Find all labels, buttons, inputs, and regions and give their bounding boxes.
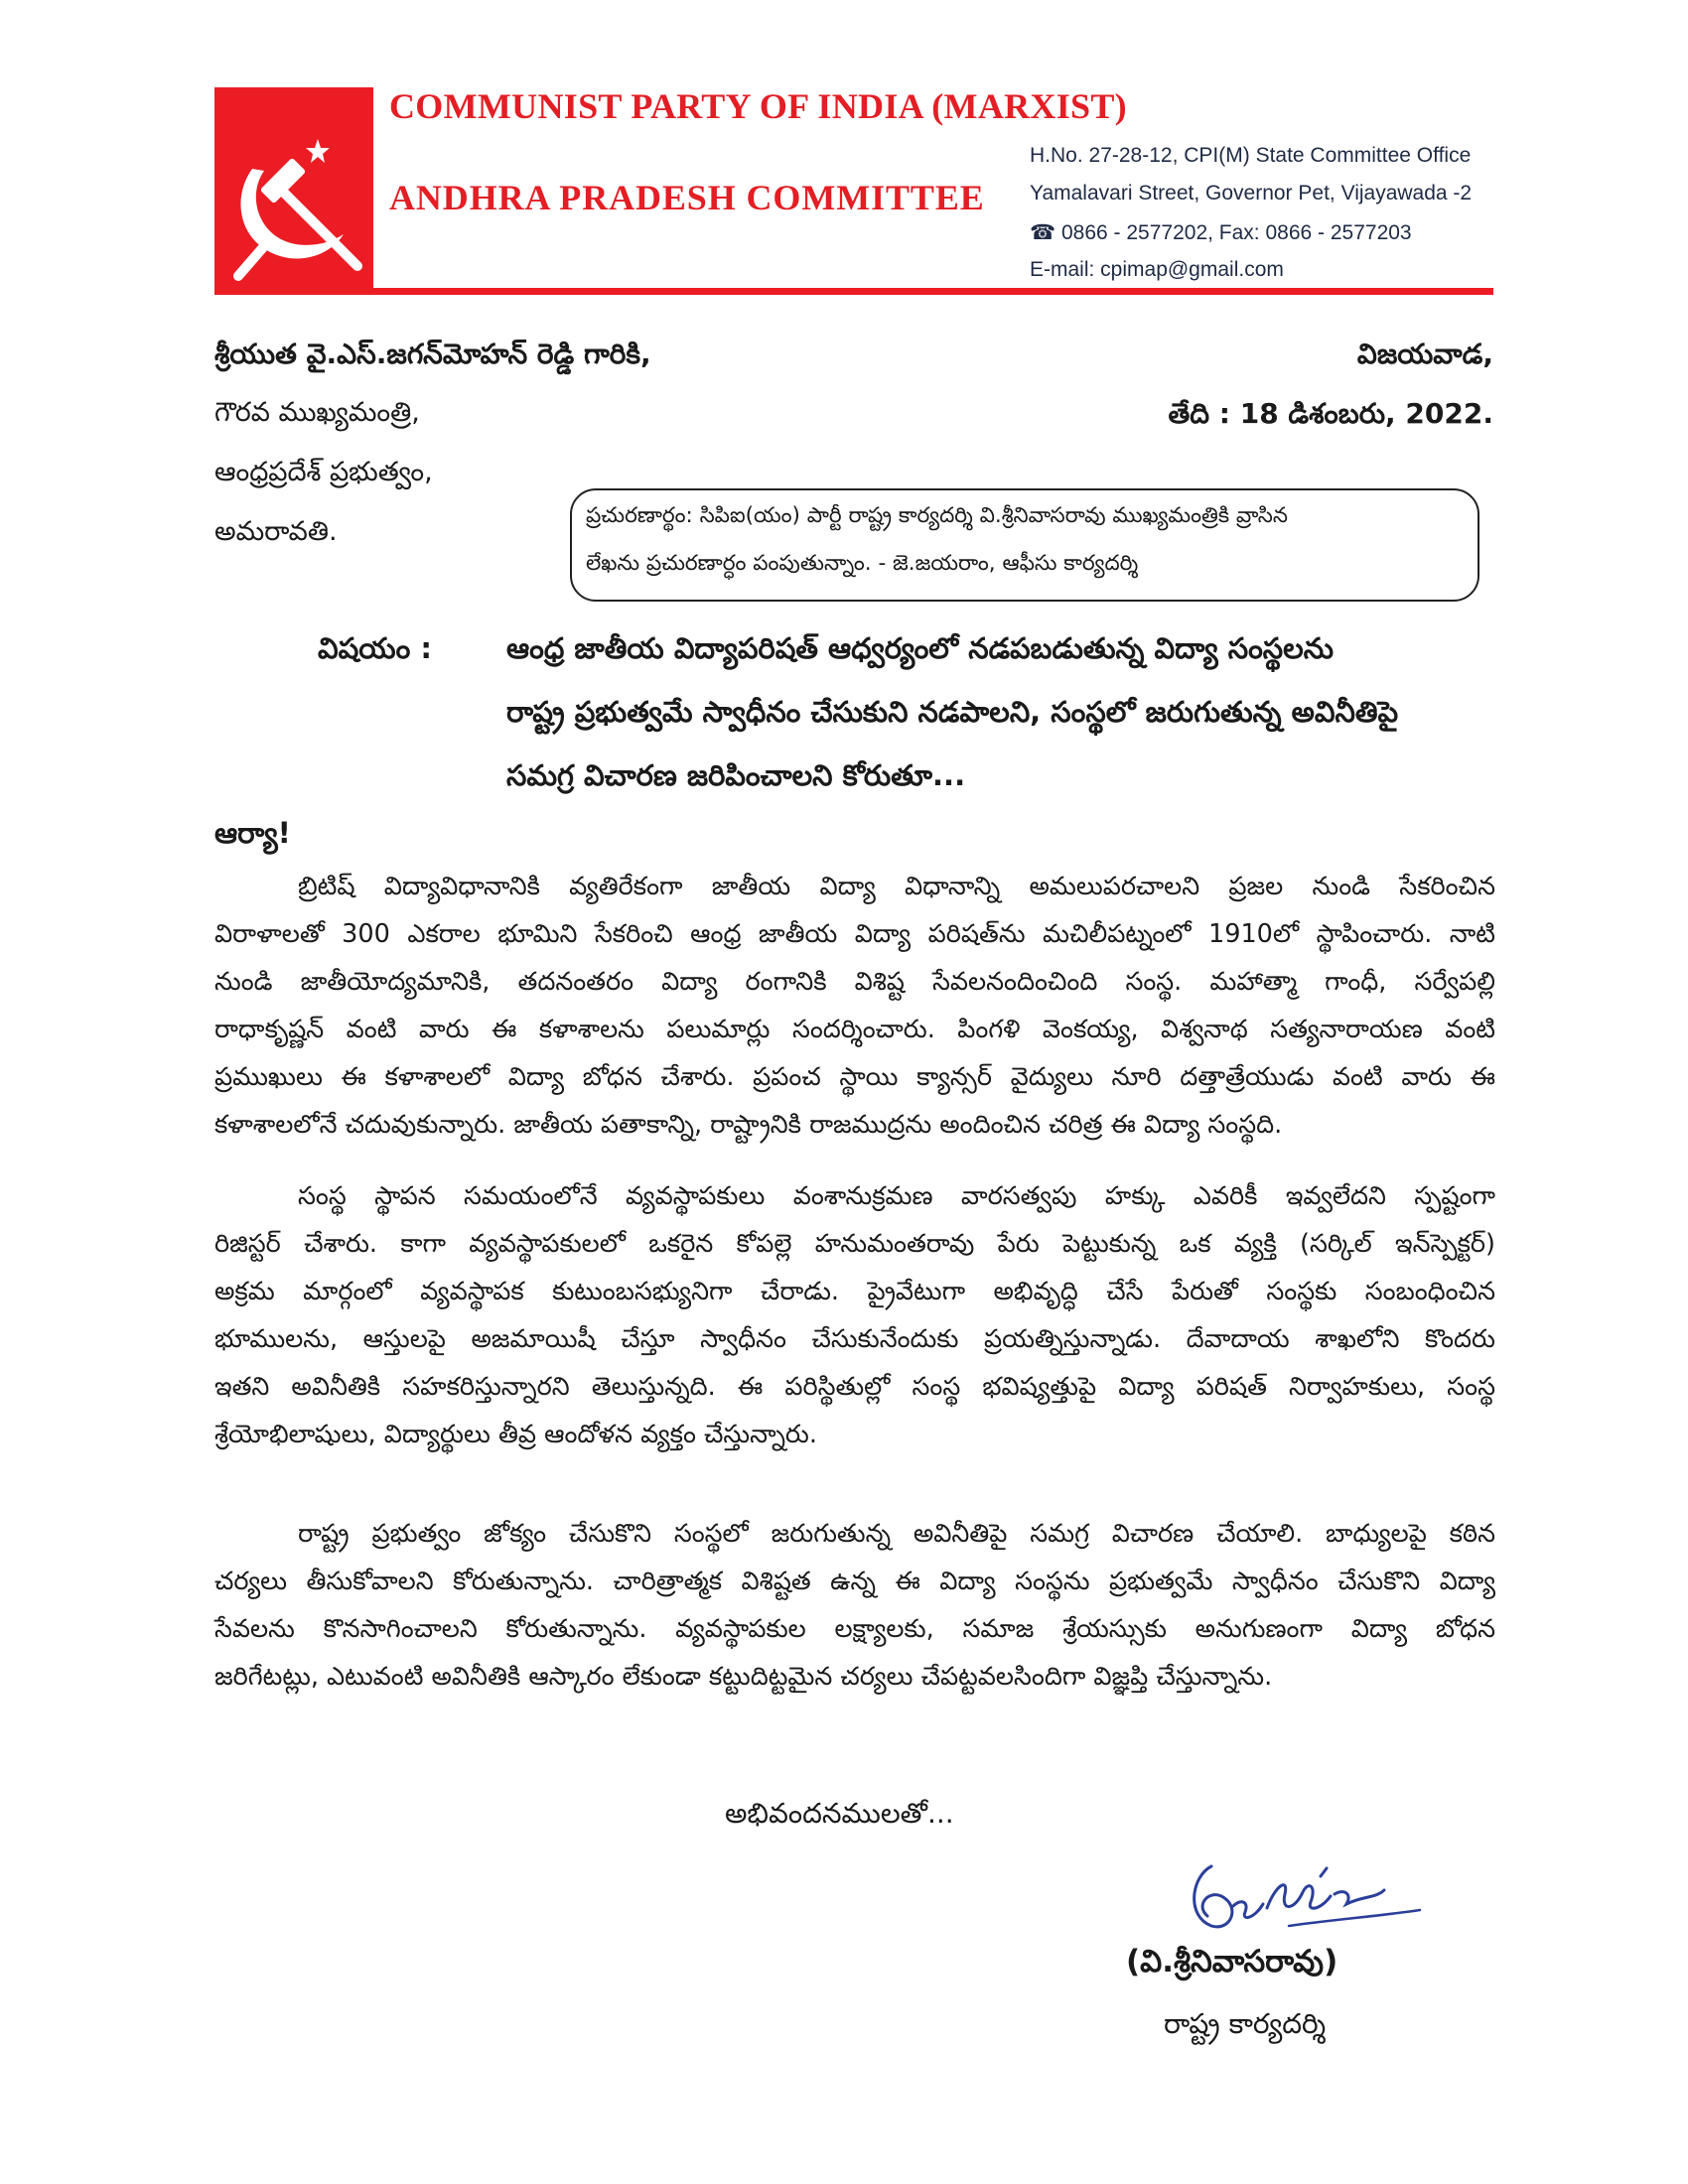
salutation: ఆర్యా! — [214, 816, 291, 850]
body-line: చర్యలు తీసుకోవాలని కోరుతున్నాను. చారిత్రాత్మక విశిష్టత ఉన్న ఈ విద్యా సంస్థను ప్రభుత్వమే స్వాధీనం చేసుకొని విద్యా — [214, 1567, 1495, 1596]
body-line: అక్రమ మార్గంలో వ్యవస్థాపక కుటుంబసభ్యునిగా చేరాడు. ప్రైవేటుగా అభివృద్ధి చేసే పేరుతో సంస్థకు సంబంధించిన — [214, 1277, 1495, 1306]
closing: అభివందనములతో... — [725, 1797, 954, 1830]
recipient-city: అమరావతి. — [214, 516, 338, 547]
body-line: ప్రముఖులు ఈ కళాశాలలో విద్యా బోధన చేశారు. ప్రపంచ స్థాయి క్యాన్సర్ వైద్యులు నూరి దత్తాత్రేయుడు వంటి వారు ఈ — [214, 1062, 1495, 1092]
body-line: కళాశాలలోనే చదువుకున్నారు. జాతీయ పతాకాన్ని, రాష్ట్రానికి రాజముద్రను అందించిన చరిత్ర ఈ విద్యా సంస్థది. — [214, 1110, 1283, 1140]
body-line: ఇతని అవినీతికి సహకరిస్తున్నారని తెలుస్తున్నది. ఈ పరిస్థితుల్లో సంస్థ భవిష్యత్తుపై విద్యా పరిషత్ నిర్వాహకులు, సంస్థ — [214, 1372, 1495, 1402]
recipient-designation: గౌరవ ముఖ్యమంత్రి, — [214, 397, 420, 428]
subject-line: ఆంధ్ర జాతీయ విద్యాపరిషత్ ఆధ్వర్యంలో నడపబడుతున్న విద్యా సంస్థలను — [506, 631, 1335, 665]
email-line: E-mail: cpimap@gmail.com — [1030, 258, 1284, 281]
subject-line: సమగ్ర విచారణ జరిపించాలని కోరుతూ... — [506, 758, 966, 792]
body-line: సంస్థ స్థాపన సమయంలోనే వ్యవస్థాపకులు వంశానుక్రమణ వారసత్వపు హక్కు ఎవరికీ ఇవ్వలేదని స్పష్టంగా — [298, 1181, 1495, 1211]
press-note-line: లేఖను ప్రచురణార్ధం పంపుతున్నాం. - జె.జయరాం, ఆఫీసు కార్యదర్శి — [586, 551, 1139, 576]
body-line: నుండి జాతీయోద్యమానికి, తదనంతరం విద్యా రంగానికి విశిష్ట సేవలనందించింది సంస్థ. మహాత్మా గాంధీ, సర్వేపల్లి — [214, 967, 1495, 997]
body-line: శ్రేయోభిలాషులు, విద్యార్థులు తీవ్ర ఆందోళన వ్యక్తం చేస్తున్నారు. — [214, 1420, 817, 1449]
letter-place: విజయవాడ, — [1356, 338, 1493, 370]
handwritten-signature — [1172, 1846, 1450, 1956]
body-line: బ్రిటిష్ విద్యావిధానానికి వ్యతిరేకంగా జాతీయ విద్యా విధానాన్ని అమలుపరచాలని ప్రజల నుండి సేకరించిన — [298, 872, 1495, 901]
body-line: రాష్ట్ర ప్రభుత్వం జోక్యం చేసుకొని సంస్థలో జరుగుతున్న అవినీతిపై సమగ్ర విచారణ చేయాలి. బాధ్యులపై కఠిన — [298, 1519, 1495, 1549]
phone-line: ☎ 0866 - 2577202, Fax: 0866 - 2577203 — [1030, 221, 1412, 244]
org-committee: ANDHRA PRADESH COMMITTEE — [389, 178, 985, 217]
hammer-sickle-star-icon — [214, 87, 373, 294]
recipient-name: శ్రీయుత వై.ఎస్.జగన్‌మోహన్ రెడ్డి గారికి, — [214, 338, 651, 370]
subject-line: రాష్ట్ర ప్రభుత్వమే స్వాధీనం చేసుకుని నడపాలని, సంస్థలో జరుగుతున్న అవినీతిపై — [506, 695, 1399, 729]
body-line: రిజిస్టర్ చేశారు. కాగా వ్యవస్థాపకులలో ఒకరైన కోపల్లె హనుమంతరావు పేరు పెట్టుకున్న ఒక వ్యక్తి (సర్కిల్ ఇన్‌స్పెక్టర్) — [214, 1229, 1495, 1259]
signatory-title: రాష్ట్ర కార్యదర్శి — [1164, 2007, 1327, 2040]
body-line: రాధాకృష్ణన్ వంటి వారు ఈ కళాశాలను పలుమార్లు సందర్శించారు. పింగళి వెంకయ్య, విశ్వనాథ సత్యనారాయణ వంటి — [214, 1015, 1495, 1044]
org-name: COMMUNIST PARTY OF INDIA (MARXIST) — [389, 86, 1127, 126]
recipient-government: ఆంధ్రప్రదేశ్ ప్రభుత్వం, — [214, 457, 433, 487]
signatory-name: (వి.శ్రీనివాసరావు) — [1126, 1944, 1338, 1979]
body-line: సేవలను కొనసాగించాలని కోరుతున్నాను. వ్యవస్థాపకుల లక్ష్యాలకు, సమాజ శ్రేయస్సుకు అనుగుణంగా విద్యా బోధన — [214, 1614, 1495, 1644]
address-line: Yamalavari Street, Governor Pet, Vijayawada -2 — [1030, 182, 1473, 205]
body-line: జరిగేటట్లు, ఎటువంటి అవినీతికి ఆస్కారం లేకుండా కట్టుదిట్టమైన చర్యలు చేపట్టవలసిందిగా విజ్ఞప్తి చేస్తున్నాను. — [214, 1662, 1273, 1692]
body-line: భూములను, ఆస్తులపై అజమాయిషీ చేస్తూ స్వాధీనం చేసుకునేందుకు ప్రయత్నిస్తున్నాడు. దేవాదాయ శాఖలోని కొందరు — [214, 1324, 1495, 1354]
press-note-line: ప్రచురణార్థం: సిపిఐ(యం) పార్టీ రాష్ట్ర కార్యదర్శి వి.శ్రీనివాసరావు ముఖ్యమంత్రికి వ్రాసిన — [586, 503, 1288, 528]
subject-label: విషయం : — [318, 631, 432, 665]
body-line: విరాళాలతో 300 ఎకరాల భూమిని సేకరించి ఆంధ్ర జాతీయ విద్యా పరిషత్‌ను మచిలీపట్నంలో 1910లో స్థాపించారు. నాటి — [214, 919, 1495, 949]
address-line: H.No. 27-28-12, CPI(M) State Committee Office — [1030, 144, 1472, 167]
party-logo — [214, 87, 373, 294]
letterhead-divider — [214, 288, 1493, 295]
letter-date: తేది : 18 డిశంబరు, 2022. — [1168, 397, 1493, 430]
